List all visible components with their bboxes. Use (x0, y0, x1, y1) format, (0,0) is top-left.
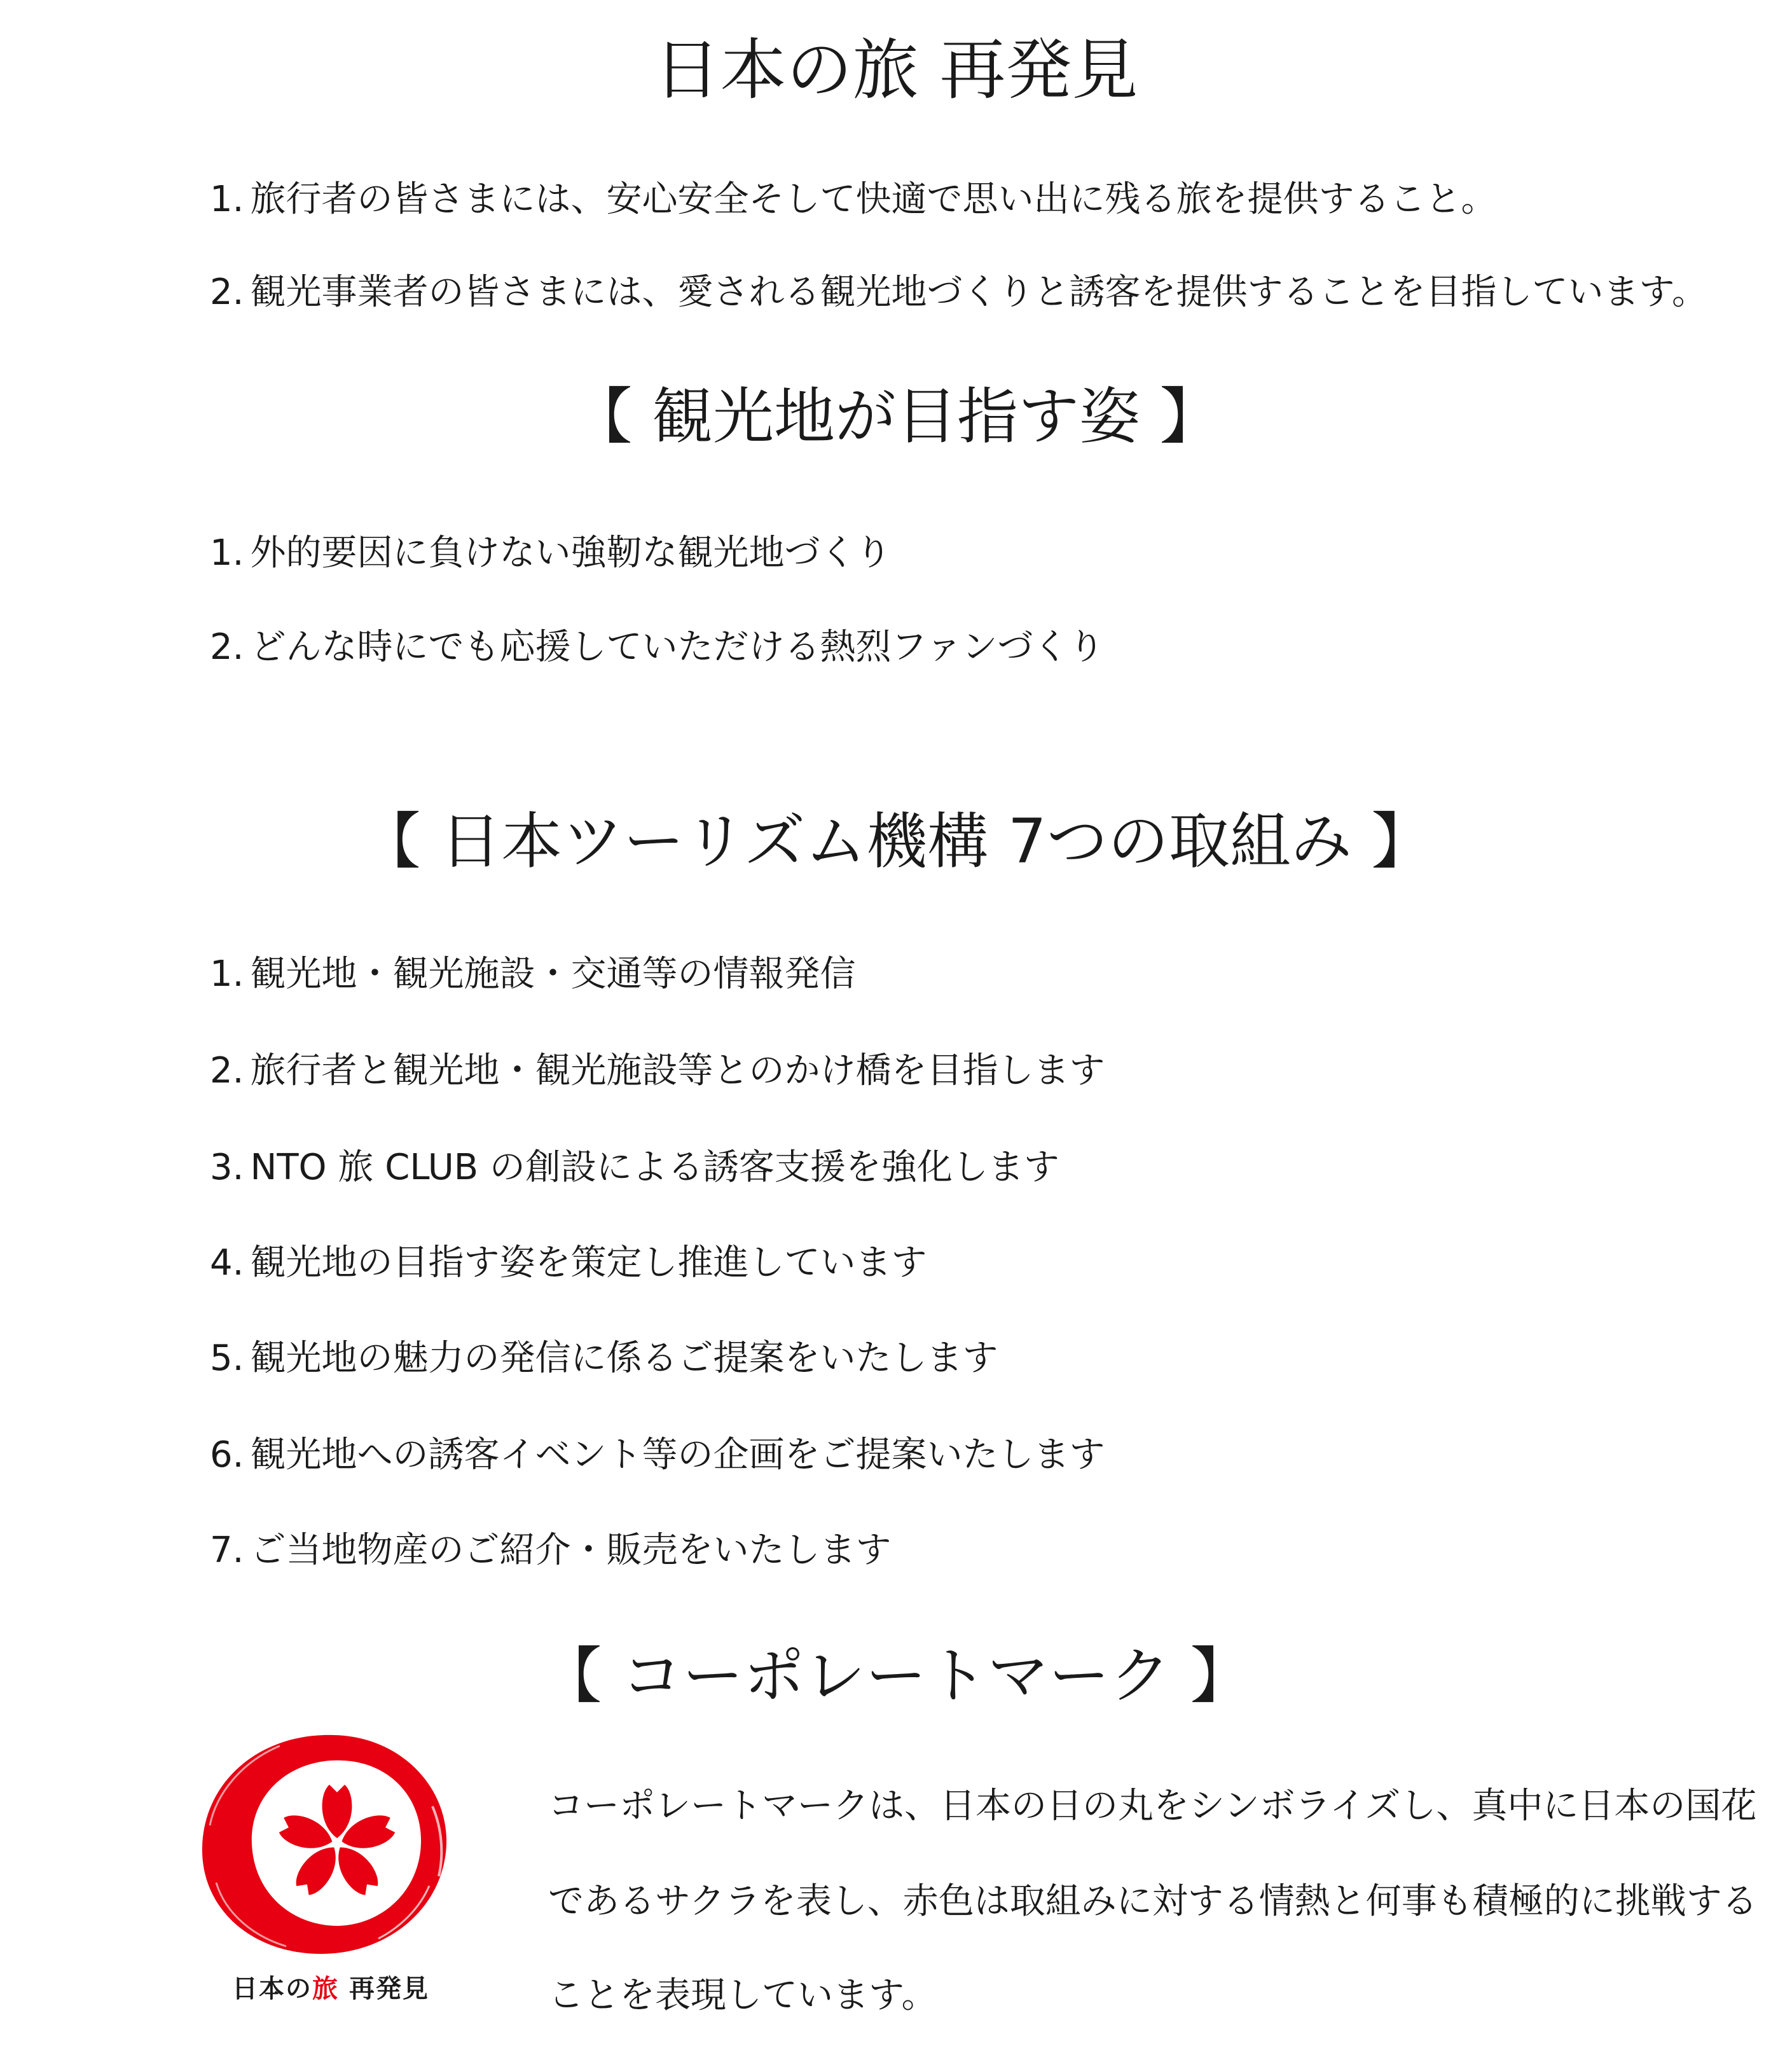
item-text: どんな時にでも応援していただける熱烈ファンづくり (250, 626, 1105, 668)
initiative-item (210, 949, 855, 1000)
mission-item (210, 174, 1496, 225)
item-text: 観光地の目指す姿を策定し推進しています (250, 1242, 927, 1284)
item-number: 4. (210, 1242, 244, 1284)
initiative-item (210, 1238, 927, 1289)
item-number: 1. (210, 179, 244, 220)
mission-item (210, 267, 1707, 318)
mark-description-line: であるサクラを表し、赤色は取組みに対する情熱と何事も積極的に挑戦する (548, 1881, 1758, 1922)
item-text: NTO 旅 CLUB の創設による誘客支援を強化します (250, 1147, 1059, 1188)
item-text: 観光事業者の皆さまには、愛される観光地づくりと誘客を提供することを目指しています。 (250, 272, 1707, 313)
sun-sakura-logo-icon (191, 1717, 471, 1965)
item-text: 観光地の魅力の発信に係るご提案をいたします (250, 1338, 998, 1379)
logo-caption-part: 日本の (232, 1974, 313, 2003)
item-number: 3. (210, 1147, 244, 1188)
section-heading-initiatives: 【 日本ツーリズム機構 7つの取組み 】 (359, 806, 1433, 877)
item-text: 旅行者と観光地・観光施設等とのかけ橋を目指します (250, 1050, 1105, 1091)
item-number: 2. (210, 1050, 244, 1091)
sights-item (210, 528, 891, 579)
item-number: 2. (210, 272, 244, 313)
item-number: 7. (210, 1530, 244, 1571)
section-heading-corporate-mark: 【 コーポレートマーク 】 (541, 1640, 1251, 1712)
initiative-item (210, 1142, 1059, 1193)
mark-description-line: ことを表現しています。 (548, 1975, 937, 2016)
section-heading-sights: 【 観光地が目指す姿 】 (571, 381, 1221, 452)
page-title: 日本の旅 再発見 (654, 31, 1138, 109)
item-text: 観光地への誘客イベント等の企画をご提案いたします (250, 1434, 1105, 1476)
item-text: ご当地物産のご紹介・販売をいたします (250, 1530, 892, 1571)
item-number: 5. (210, 1338, 244, 1379)
initiative-item (210, 1430, 1105, 1481)
logo-caption-part: 再発見 (339, 1974, 429, 2003)
mark-description-line: コーポレートマークは、日本の日の丸をシンボライズし、真中に日本の国花 (548, 1785, 1757, 1827)
logo-caption (191, 1969, 471, 2005)
sights-item (210, 622, 1104, 673)
item-number: 1. (210, 532, 244, 574)
logo-caption-accent: 旅 (312, 1974, 340, 2003)
initiative-item (210, 1046, 1105, 1097)
item-text: 旅行者の皆さまには、安心安全そして快適で思い出に残る旅を提供すること。 (250, 179, 1497, 220)
initiative-item (210, 1525, 891, 1576)
item-text: 外的要因に負けない強靭な観光地づくり (250, 532, 892, 574)
corporate-logo (191, 1717, 471, 2010)
initiative-item (210, 1333, 998, 1384)
item-number: 6. (210, 1434, 244, 1476)
item-number: 2. (210, 626, 244, 668)
item-number: 1. (210, 953, 244, 995)
item-text: 観光地・観光施設・交通等の情報発信 (250, 953, 856, 995)
